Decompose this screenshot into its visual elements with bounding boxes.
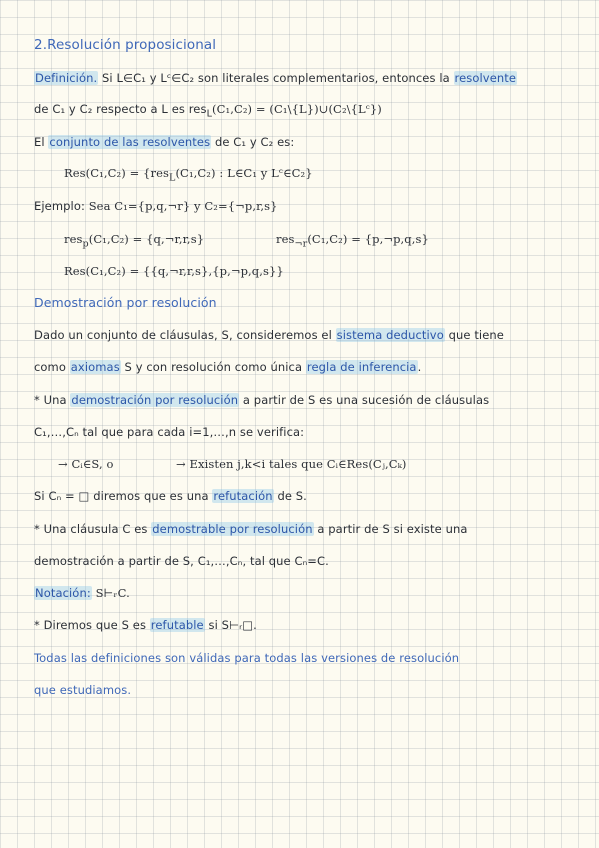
bullet-refutable: * Diremos que S es refutable si S⊢ᵣ□. bbox=[34, 618, 257, 632]
definition-label: Definición. bbox=[35, 71, 98, 85]
axiomas-term: axiomas bbox=[70, 360, 120, 374]
demo-intro-line-1: Dado un conjunto de cláusulas, S, consideremos el sistema deductivo que tiene bbox=[34, 328, 504, 342]
resolvente-term: resolvente bbox=[454, 71, 517, 85]
definition-line-2: de C₁ y C₂ respecto a L es res$_L$(C₁,C₂) = (C₁\{L})∪(C₂\{Lᶜ}) bbox=[34, 102, 382, 120]
case-a: → Cᵢ∈S, o bbox=[58, 457, 114, 471]
bullet-demostrable: * Una cláusula C es demostrable por resolución a partir de S si existe una bbox=[34, 522, 468, 536]
demostrable-term: demostrable por resolución bbox=[152, 522, 313, 536]
demo-intro-line-2: como axiomas S y con resolución como única regla de inferencia. bbox=[34, 360, 422, 374]
example-line: Ejemplo: Sea C₁={p,q,¬r} y C₂={¬p,r,s} bbox=[34, 199, 278, 213]
definition-line-1: Definición. Si L∈C₁ y Lᶜ∈C₂ son literales complementarios, entonces la resolvente bbox=[35, 71, 517, 85]
example-res-set: Res(C₁,C₂) = {{q,¬r,r,s},{p,¬p,q,s}} bbox=[64, 264, 284, 278]
notation-label: Notación: bbox=[35, 586, 91, 600]
bullet-demostracion-line-2: C₁,…,Cₙ tal que para cada i=1,…,n se verifica: bbox=[34, 425, 305, 439]
regla-inferencia-term: regla de inferencia bbox=[306, 360, 417, 374]
example-res-p: res$_p$(C₁,C₂) = {q,¬r,r,s} bbox=[64, 232, 205, 250]
page-title: 2.Resolución proposicional bbox=[34, 37, 217, 53]
case-b: → Existen j,k<i tales que Cᵢ∈Res(Cⱼ,Cₖ) bbox=[176, 457, 407, 471]
demostracion-term: demostración por resolución bbox=[71, 393, 239, 407]
final-note-line-1: Todas las definiciones son válidas para todas las versiones de resolución bbox=[34, 651, 460, 665]
example-res-not-r: res$_{\neg r}$(C₁,C₂) = {p,¬p,q,s} bbox=[276, 232, 429, 250]
resolvent-set-intro: El conjunto de las resolventes de C₁ y C₂ es: bbox=[34, 135, 295, 149]
notation-line: Notación: S⊢ᵣC. bbox=[35, 586, 130, 600]
bullet-demostracion: * Una demostración por resolución a partir de S es una sucesión de cláusulas bbox=[34, 393, 490, 407]
refutation-line: Si Cₙ = □ diremos que es una refutación de S. bbox=[34, 489, 307, 503]
conjunto-resolventes-term: conjunto de las resolventes bbox=[49, 135, 211, 149]
demo-heading: Demostración por resolución bbox=[34, 295, 217, 310]
res-definition-formula: Res(C₁,C₂) = {res$_L$(C₁,C₂) : L∈C₁ y Lᶜ∈C₂} bbox=[64, 166, 313, 184]
refutable-term: refutable bbox=[150, 618, 204, 632]
bullet-demostrable-line-2: demostración a partir de S, C₁,…,Cₙ, tal que Cₙ=C. bbox=[34, 554, 329, 568]
final-note-line-2: que estudiamos. bbox=[34, 683, 132, 697]
refutacion-term: refutación bbox=[213, 489, 273, 503]
example-label: Ejemplo: bbox=[34, 199, 85, 213]
sistema-deductivo-term: sistema deductivo bbox=[336, 328, 444, 342]
